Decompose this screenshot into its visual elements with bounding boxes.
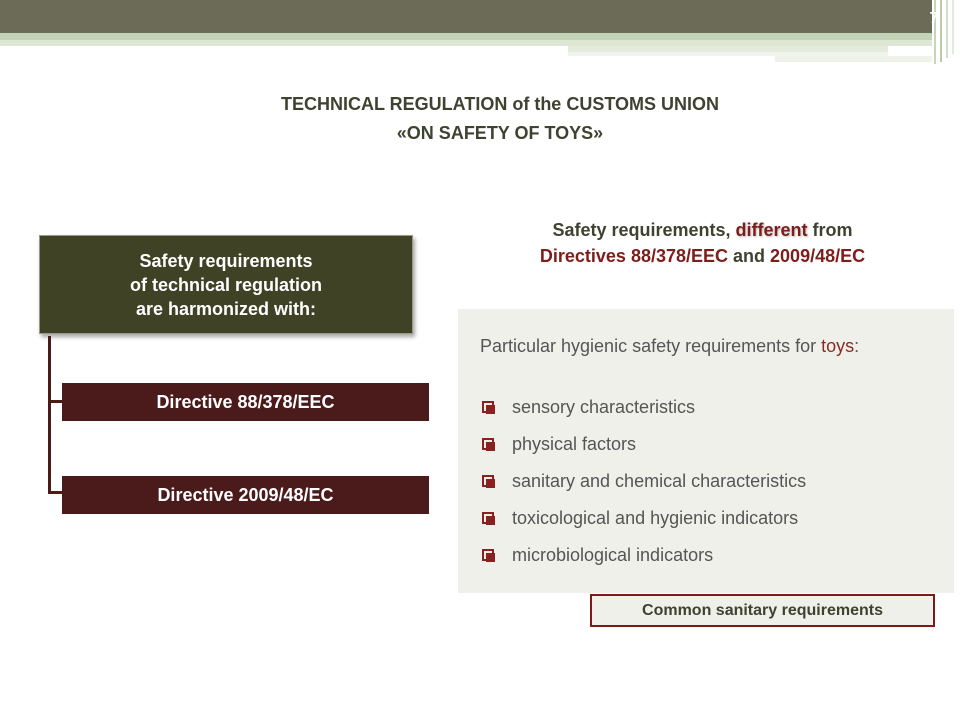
list-item <box>480 434 806 471</box>
subtitle-text: from <box>807 220 853 240</box>
square-bullet-icon <box>482 549 494 561</box>
subtitle-different: different <box>735 220 808 240</box>
list-item-label: sanitary and chemical characteristics <box>512 471 807 491</box>
requirements-list <box>480 397 806 582</box>
list-item-label: physical factors <box>512 434 637 454</box>
header-vertical-line <box>946 0 948 58</box>
intro-text: Particular hygienic safety requirements for <box>480 336 822 356</box>
subtitle-directive: 2009/48/EC <box>770 246 866 266</box>
list-item <box>480 508 806 545</box>
header-stripe <box>0 33 932 40</box>
list-item-label: microbiological indicators <box>512 545 714 565</box>
header-stripe <box>775 56 932 62</box>
title-line: TECHNICAL REGULATION of the CUSTOMS UNION <box>281 94 719 114</box>
list-item-label: sensory characteristics <box>512 397 696 417</box>
square-bullet-icon <box>482 512 494 524</box>
square-bullet-icon <box>482 438 494 450</box>
header-bar <box>0 0 932 33</box>
harmonized-line: Safety requirements <box>139 250 313 271</box>
connector-line <box>48 336 51 493</box>
subtitle-text: Safety requirements, <box>552 220 736 240</box>
subtitle-directive: Directives 88/378/EEC <box>539 246 729 266</box>
connector-line <box>48 491 62 494</box>
directive-box: Directive 88/378/EEC <box>62 383 429 421</box>
page-number: 7 <box>929 10 939 27</box>
connector-line <box>48 400 62 403</box>
harmonized-box <box>39 235 413 334</box>
list-item <box>480 471 806 508</box>
slide-title <box>140 90 860 148</box>
subtitle-line <box>470 217 935 243</box>
header-vertical-line <box>952 0 954 54</box>
square-bullet-icon <box>482 475 494 487</box>
harmonized-line: of technical regulation <box>129 274 323 295</box>
directive-box: Directive 2009/48/EC <box>62 476 429 514</box>
subtitle-line <box>470 243 935 269</box>
subtitle-text: and <box>728 246 771 266</box>
intro-colon: : <box>854 336 860 356</box>
subtitle <box>470 217 935 269</box>
title-line: «ON SAFETY OF TOYS» <box>396 123 604 143</box>
list-item <box>480 397 806 434</box>
requirements-intro <box>480 333 930 359</box>
square-bullet-icon <box>482 401 494 413</box>
intro-toys: toys <box>821 336 855 356</box>
common-requirements-box: Common sanitary requirements <box>590 594 935 627</box>
list-item-label: toxicological and hygienic indicators <box>512 508 799 528</box>
list-item <box>480 545 806 582</box>
harmonized-line: are harmonized with: <box>135 298 317 319</box>
